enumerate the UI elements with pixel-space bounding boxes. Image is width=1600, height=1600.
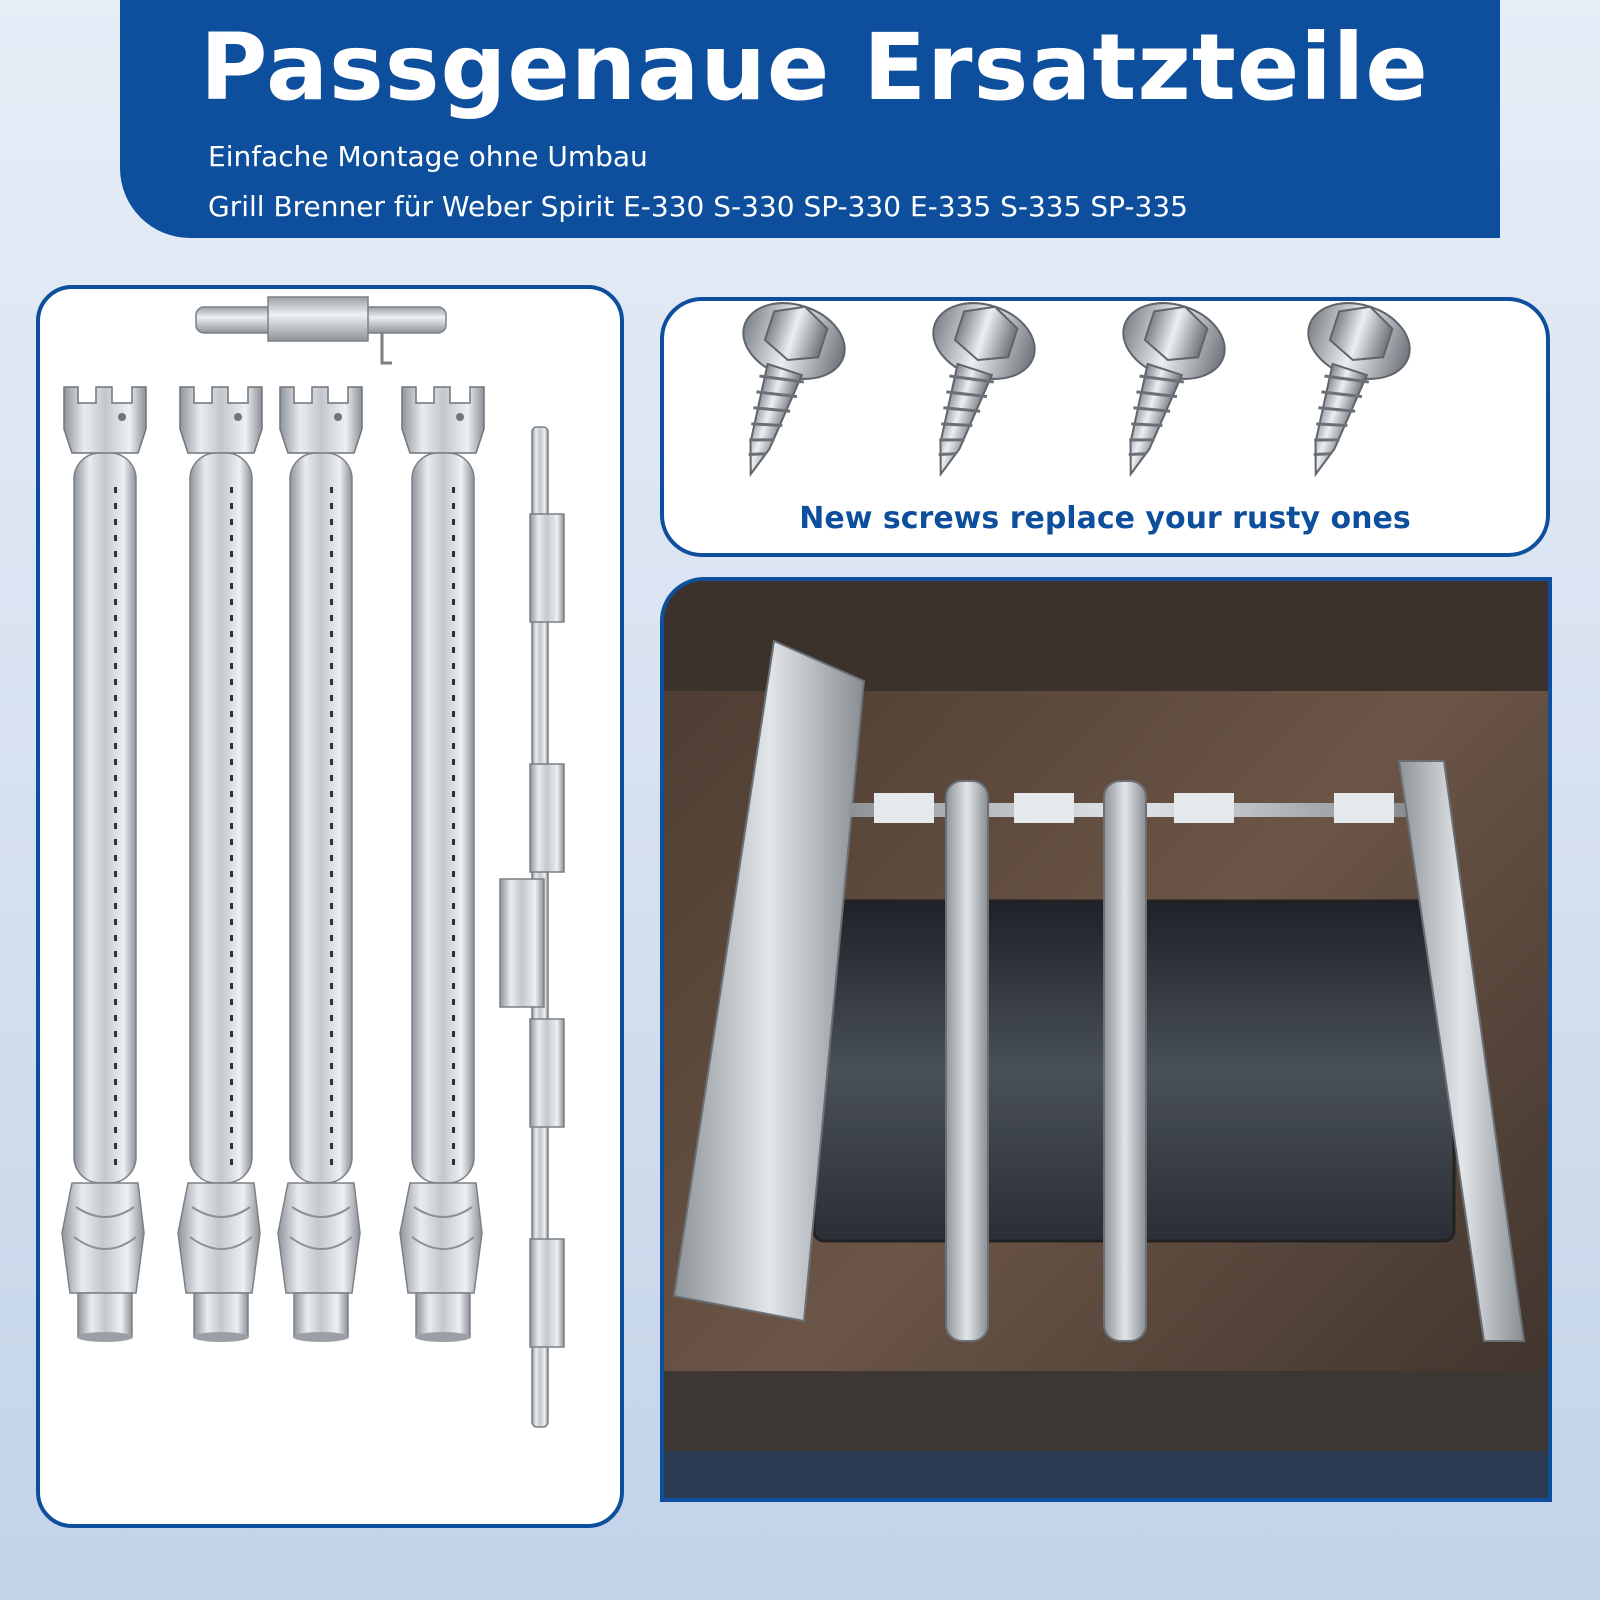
installed-photo (660, 577, 1552, 1502)
grill-interior-illustration (664, 581, 1548, 1498)
header-banner (120, 0, 1500, 238)
screws-illustration (664, 301, 1546, 501)
burner-parts-illustration (40, 289, 620, 1524)
screws-panel (660, 297, 1550, 557)
parts-panel (36, 285, 624, 1528)
burner-tube (62, 387, 146, 1342)
burner-tube (278, 387, 362, 1342)
screw (1266, 301, 1419, 490)
subtitle-compatibility: Grill Brenner für Weber Spirit E-330 S-330 SP-330 E-335 S-335 SP-335 (208, 190, 1188, 223)
burner-tube (178, 387, 262, 1342)
screw (1081, 301, 1234, 490)
screw (891, 301, 1044, 490)
page-title: Passgenaue Ersatzteile (200, 14, 1429, 121)
subtitle-mounting: Einfache Montage ohne Umbau (208, 140, 648, 173)
carryover-rod (500, 427, 564, 1427)
screw (701, 301, 854, 490)
screws-caption: New screws replace your rusty ones (799, 501, 1411, 536)
crossover-tube (196, 297, 446, 363)
burner-tube (400, 387, 484, 1342)
